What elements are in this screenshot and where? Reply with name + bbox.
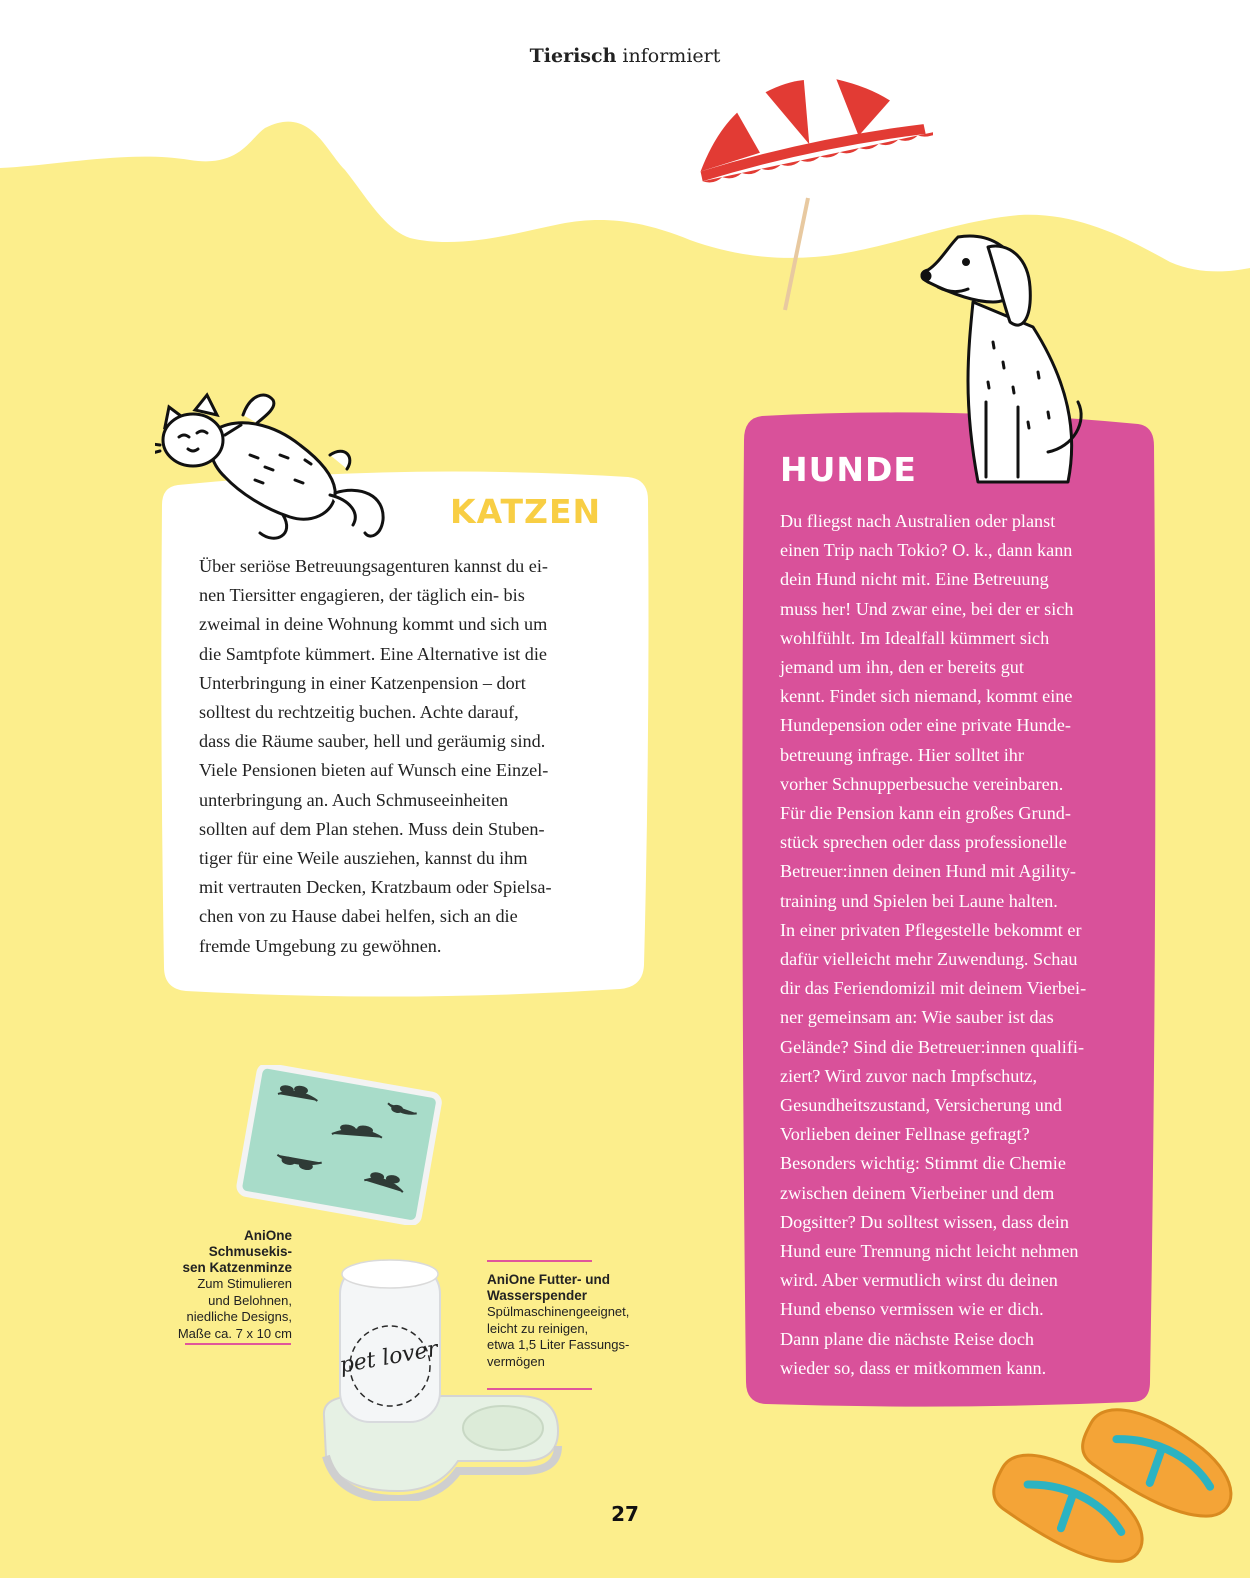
product-caption-cushion: [160, 1228, 292, 1342]
cat-illustration: [155, 385, 390, 545]
hunde-title: HUNDE: [780, 450, 917, 489]
product-caption-dispenser: [487, 1272, 647, 1370]
product-name: AniOne Schmusekis- sen Katzenminze: [182, 1228, 292, 1275]
caption-rule: [487, 1260, 592, 1262]
katzen-title: KATZEN: [450, 492, 602, 531]
caption-rule: [487, 1388, 592, 1390]
dog-illustration: [918, 232, 1088, 492]
product-description: Spülmaschinengeeignet, leicht zu reinigen, etwa 1,5 Liter Fassungs- vermögen: [487, 1304, 630, 1369]
cushion-image: [230, 1065, 445, 1225]
page-header: [0, 45, 1250, 67]
flip-flops-image: [958, 1395, 1250, 1578]
dispenser-print: pet lover: [337, 1336, 440, 1379]
katzen-text: Über seriöse Betreuungsagenturen kannst du ei- nen Tiersitter engagieren, der täglich ein- bis zweimal in deine Wohnung kommt und sich um die Samtpfote kümmert. Eine Alternative ist die Unterbringung in einer Katzenpension – dort solltest du rechtzeitig buchen. Achte darauf, dass die Räume sauber, hell und geräumig sind. Viele Pensionen bieten auf Wunsch eine Einzel- unterbringung an. Auch Schmuseeinheiten sollten auf dem Plan stehen. Muss dein Stuben- tiger für eine Weile ausziehen, kannst du ihm mit vertrauten Decken, Kratzbaum oder Spielsa- chen von zu Hause dabei helfen, sich an die fremde Umgebung zu gewöhnen.: [199, 556, 552, 956]
caption-rule: [185, 1343, 291, 1345]
header-rest: informiert: [616, 45, 721, 67]
header-bold: Tierisch: [529, 45, 617, 67]
page-number: 27: [611, 1502, 639, 1526]
product-description: Zum Stimulieren und Belohnen, niedliche Designs, Maße ca. 7 x 10 cm: [177, 1276, 292, 1341]
umbrella-icon: [688, 78, 933, 318]
product-name: AniOne Futter- und Wasserspender: [487, 1272, 610, 1303]
hunde-text: Du fliegst nach Australien oder planst einen Trip nach Tokio? O. k., dann kann dein Hund nicht mit. Eine Betreuung muss her! Und zwar eine, bei der er sich wohlfühlt. Im Idealfall kümmert sich jemand um ihn, den er bereits gut kennt. Findet sich niemand, kommt eine Hundepension oder eine private Hunde- betreuung infrage. Hier solltet ihr vorher Schnupperbesuche vereinbaren. Für die Pension kann ein großes Grund- stück sprechen oder dass professionelle Betreuer:innen deinen Hund mit Agility- training und Spielen bei Laune halten. In einer privaten Pflegestelle bekommt er dafür vielleicht mehr Zuwendung. Schau dir das Feriendomizil mit deinem Vierbei- ner gemeinsam an: Wie sauber ist das Gelände? Sind die Betreuer:innen qualifi- ziert? Wird zuvor nach Impfschutz, Gesundheitszustand, Versicherung und Vorlieben deiner Fellnase gefragt? Besonders wichtig: Stimmt die Chemie zwischen deinem Vierbeiner und dem Dogsitter? Du solltest wissen, dass dein Hund eure Trennung nicht leicht nehmen wird. Aber vermutlich wirst du deinen Hund ebenso vermissen wie er dich. Dann plane die nächste Reise doch wieder so, dass er mitkommen kann.: [780, 511, 1087, 1378]
